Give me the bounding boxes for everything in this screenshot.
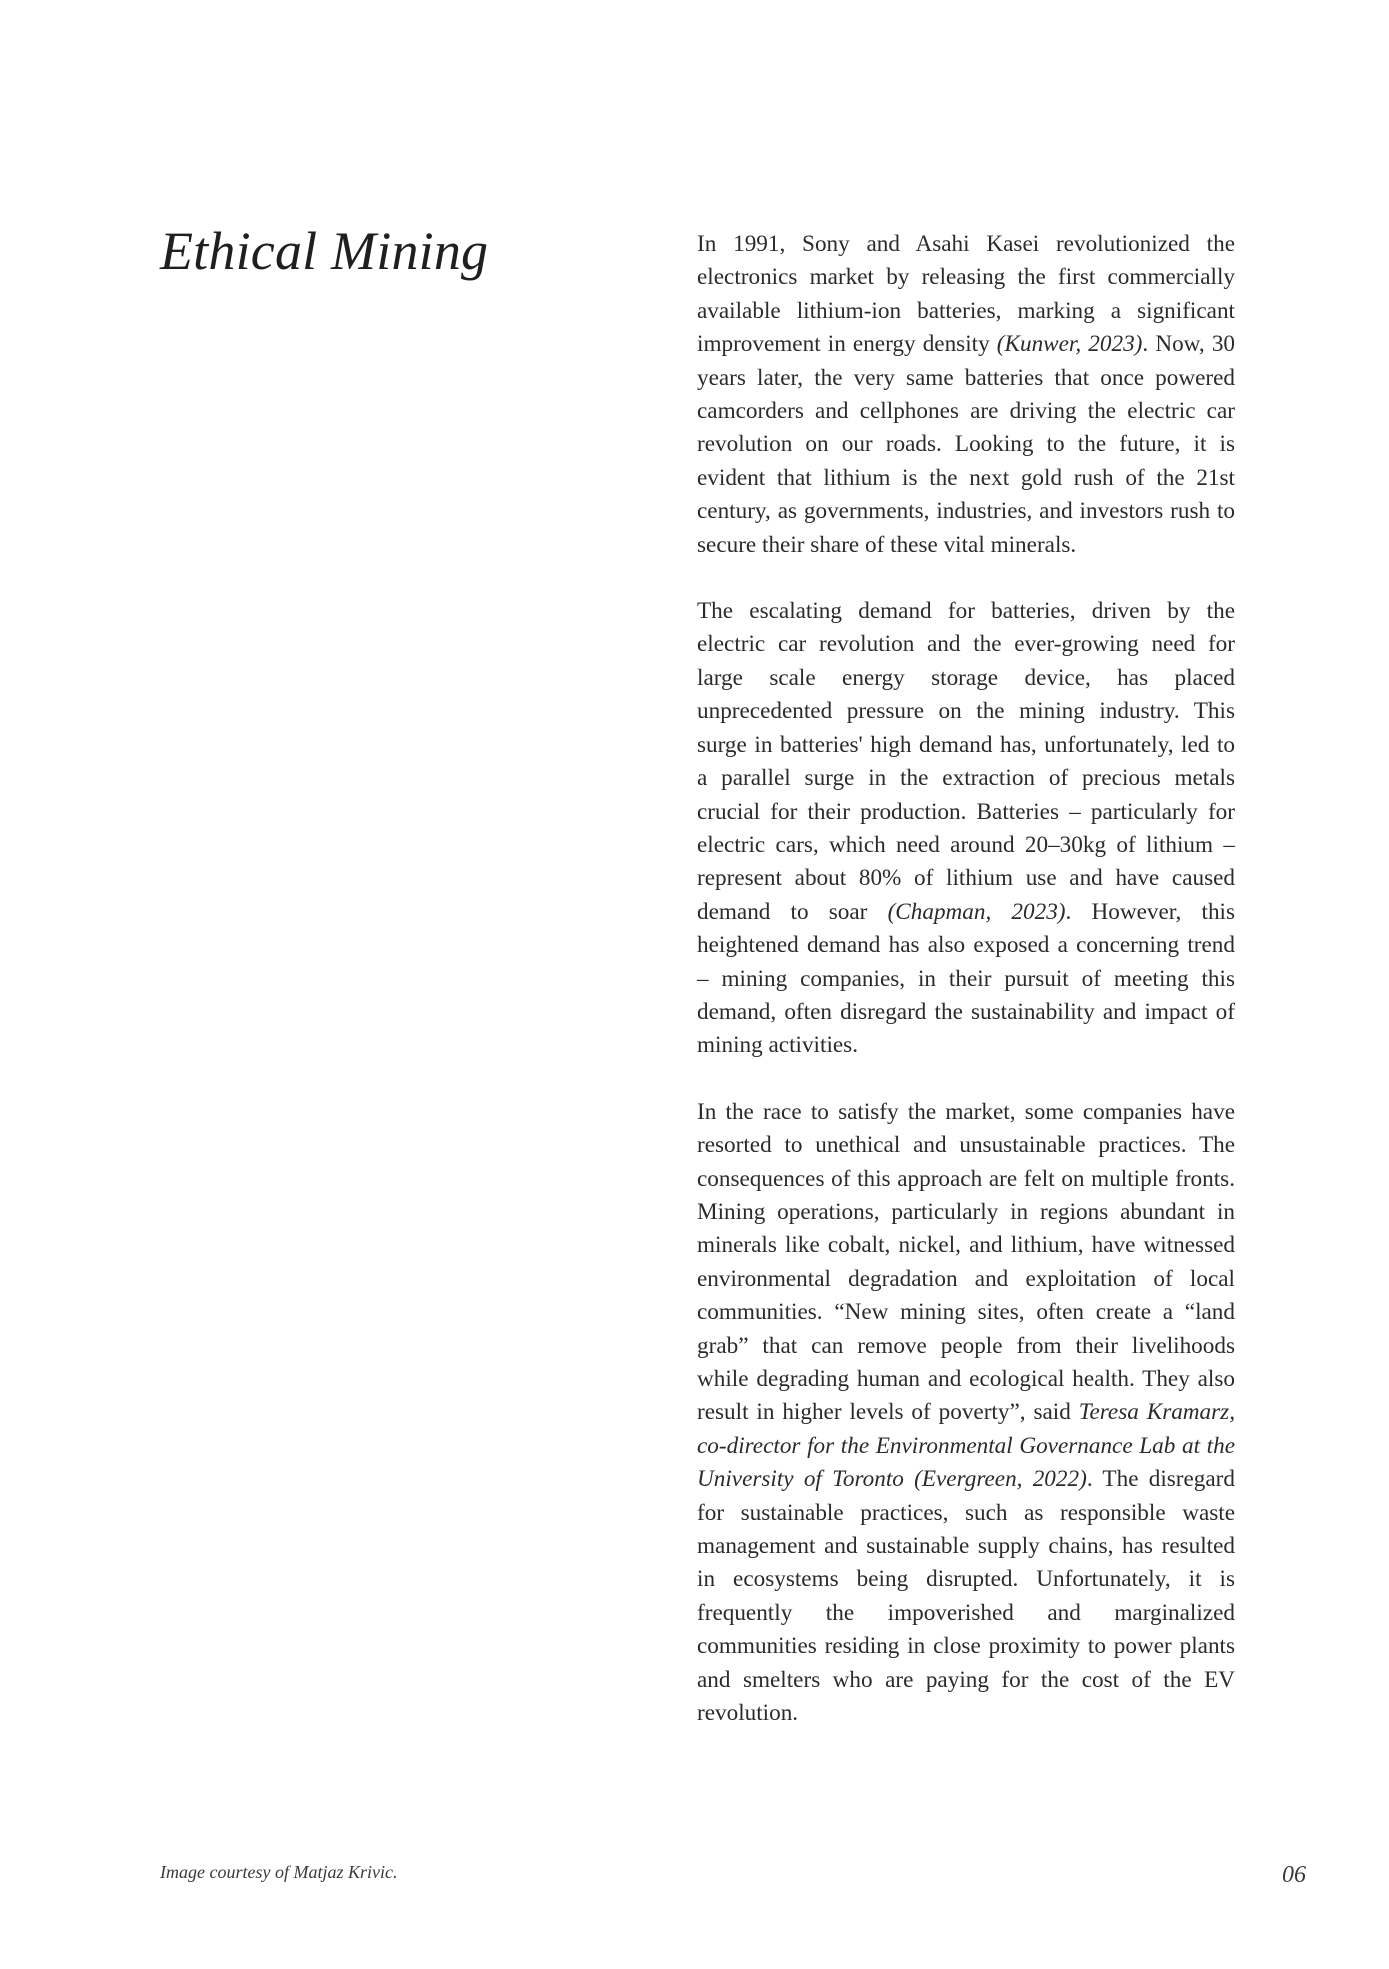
paragraph-2 (697, 595, 1235, 1063)
page-title: Ethical Mining (160, 221, 489, 281)
paragraph-1 (697, 228, 1235, 562)
paragraph-1-text-a: In 1991, Sony and Asahi Kasei revolutionized the electronics market by releasing the first commercially available lithium-ion batteries, marking a significant improvement in energy density (697, 231, 1235, 358)
paragraph-2-text-a: The escalating demand for batteries, driven by the electric car revolution and the ever-growing need for large scale energy storage device, has placed unprecedented pressure on the mining industry. This surge in batteries' high demand has, unfortunately, led to a parallel surge in the extraction of precious metals crucial for their production. Batteries – particularly for electric cars, which need around 20–30kg of lithium – represent about 80% of lithium use and have caused demand to soar (697, 598, 1235, 925)
citation-kunwer: (Kunwer, 2023) (996, 331, 1143, 358)
page-number: 06 (1282, 1862, 1306, 1888)
paragraph-3-text-a: In the race to satisfy the market, some companies have resorted to unethical and unsustainable practices. The consequences of this approach are felt on multiple fronts. Mining operations, particularly in regions abundant in minerals like cobalt, nickel, and lithium, have witnessed environmental degradation and exploitation of local communities. “New mining sites, often create a “land grab” that can remove people from their livelihoods while degrading human and ecological health. They also result in higher levels of poverty”, said (697, 1098, 1235, 1426)
paragraph-3 (697, 1096, 1235, 1731)
citation-kramarz: Teresa Kramarz, co-director for the Environmental Governance Lab at the University of Toronto (Evergreen, 2022) (697, 1399, 1235, 1493)
image-caption: Image courtesy of Matjaz Krivic. (160, 1862, 398, 1882)
paragraph-1-text-b: . Now, 30 years later, the very same batteries that once powered camcorders and cellphones are driving the electric car revolution on our roads. Looking to the future, it is evident that lithium is the next gold rush of the 21st century, as governments, industries, and investors rush to secure their share of these vital minerals. (697, 331, 1236, 558)
paragraph-3-text-b: . The disregard for sustainable practices, such as responsible waste management and sustainable supply chains, has resulted in ecosystems being disrupted. Unfortunately, it is frequently the impoverished and marginalized communities residing in close proximity to power plants and smelters who are paying for the cost of the EV revolution. (697, 1466, 1235, 1727)
article-body (697, 228, 1235, 1730)
paragraph-2-text-b: . However, this heightened demand has also exposed a concerning trend – mining companies, in their pursuit of meeting this demand, often disregard the sustainability and impact of mining activities. (697, 898, 1236, 1059)
citation-chapman: (Chapman, 2023) (887, 898, 1066, 925)
